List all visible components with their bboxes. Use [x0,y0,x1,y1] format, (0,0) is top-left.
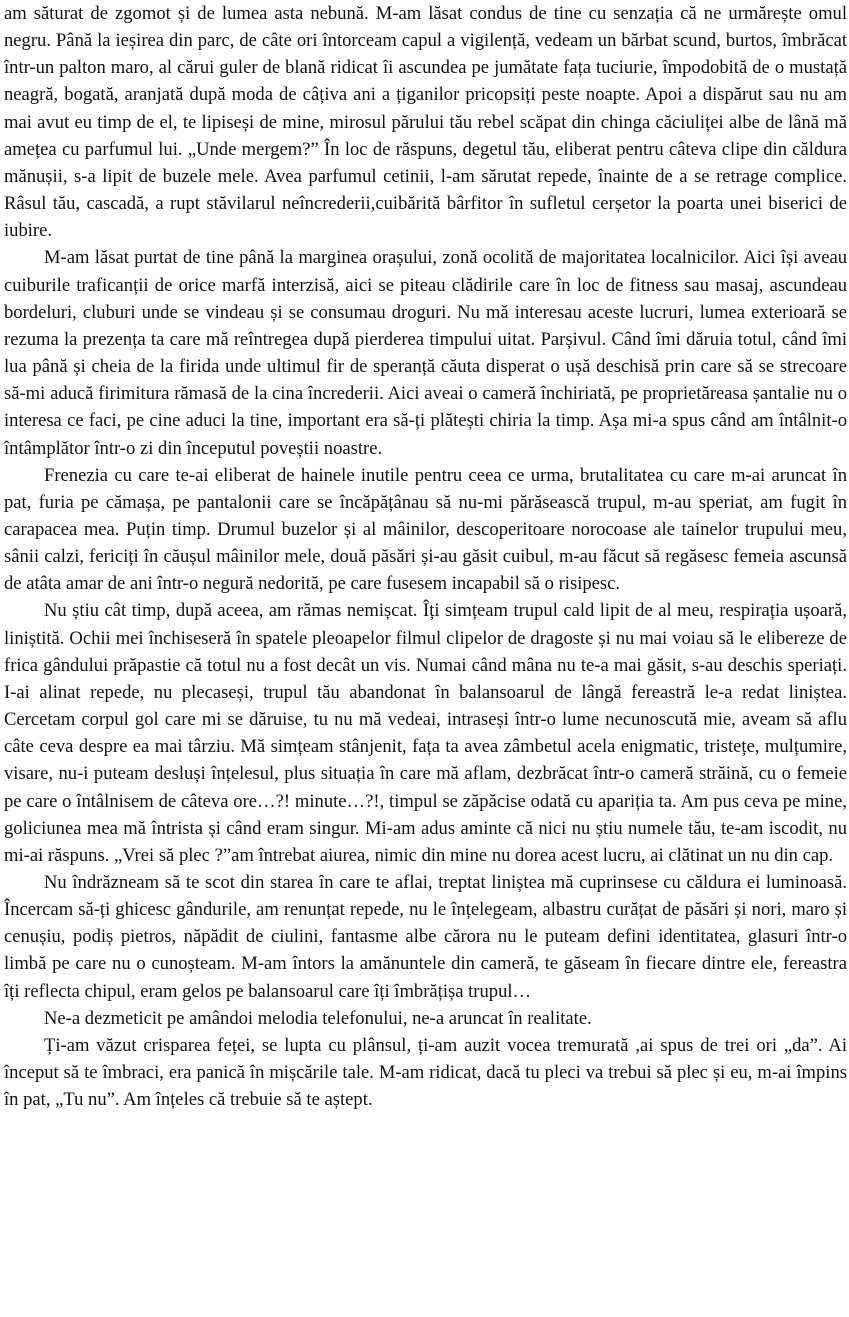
paragraph-2: M-am lăsat purtat de tine până la marginea orașului, zonă ocolită de majoritatea localnicilor. Aici își aveau cuiburile traficanții de orice marfă interzisă, aici se piteau clădirile care în loc de fitness sau masaj, ascundeau bordeluri, cluburi unde se vindeau și se consumau droguri. Nu mă interesau aceste lucruri, lumea exterioară se rezuma la prezența ta care mă reîntregea după pierderea timpului uitat. Parșivul. Când îmi dăruia totul, când îmi lua până și cheia de la firida unde ultimul fir de speranță căuta disperat o ușă deschisă prin care să se strecoare să-mi aducă firimitura rămasă de la cina încrederii. Aici aveai o cameră închiriată, pe proprietăreasa șantalie nu o interesa ce faci, pe cine aduci la tine, important era să-ți plătești chiria la timp. Așa mi-a spus când am întâlnit-o întâmplător într-o zi din începutul poveștii noastre. [4,247,847,459]
paragraph-3: Frenezia cu care te-ai eliberat de hainele inutile pentru ceea ce urma, brutalitatea cu care m-ai aruncat în pat, furia pe cămașa, pe pantalonii care se încăpățânau să nu-mi părăsească trupul, m-au speriat, am fugit în carapacea mea. Puțin timp. Drumul buzelor și al mâinilor, descoperitoare norocoase ale tainelor trupului meu, sânii calzi, fericiți în căușul mâinilor mele, două păsări și-au găsit cuibul, m-au făcut să regăsesc femeia ascunsă de atâta amar de ani într-o negură nedorită, pe care fusesem incapabil să o risipesc. [4,464,847,595]
paragraph-5: Nu îndrăzneam să te scot din starea în care te aflai, treptat liniștea mă cuprinsese cu căldura ei luminoasă. Încercam să-ți ghicesc gândurile, am renunțat repede, nu le înțelegeam, albastru curățat de păsări și nori, maro și cenușiu, podiș pietros, năpădit de ciulini, fantasme albe cărora nu le puteam defini identitatea, glasuri într-o limbă pe care nu o cunoșteam. M-am întors la amănuntele din cameră, te găseam în fiecare dintre ele, fereastra îți reflecta chipul, eram gelos pe balansoarul care îți îmbrățișa trupul… [4,872,847,1002]
paragraph-7: Ți-am văzut crisparea feței, se lupta cu plânsul, ți-am auzit vocea tremurată ,ai spus de trei ori „da”. Ai început să te îmbraci, era panică în mișcările tale. M-am ridicat, dacă tu pleci va trebui să plec și eu, m-ai împins în pat, „Tu nu”. Am înțeles că trebuie să te aștept. [4,1034,847,1111]
document-body [4,0,847,1113]
paragraph-1: am săturat de zgomot și de lumea asta nebună. M-am lăsat condus de tine cu senzația că ne urmărește omul negru. Până la ieșirea din parc, de câte ori întorceam capul a vigilență, vedeam un bărbat scund, burtos, îmbrăcat într-un palton maro, al cărui guler de blană ridicat îi ascundea pe jumătate fața tuciurie, împodobită de o mustață neagră, bogată, aranjată după moda de câțiva ani a țiganilor pricopsiți peste noapte. Apoi a dispărut sau nu am mai avut eu timp de el, te lipiseși de mine, mirosul părului tău rebel scăpat din chinga căciuliței albe de lână mă amețea cu parfumul lui. „Unde mergem?” În loc de răspuns, degetul tău, eliberat pentru câteva clipe din căldura mănușii, s-a lipit de buzele mele. Avea parfumul cetinii, l-am sărutat repede, înainte de a se retrage complice. Râsul tău, cascadă, a rupt stăvilarul neîncrederii,cuibărită bârfitor în sufletul cerșetor la poarta unei biserici de iubire. [4,3,847,242]
paragraph-4: Nu știu cât timp, după aceea, am rămas nemișcat. Îți simțeam trupul cald lipit de al meu, respirația ușoară, liniștită. Ochii mei închiseseră în spatele pleoapelor filmul clipelor de dragoste și nu mai voiau să le elibereze de frica gândului prăpastie că totul nu a fost decât un vis. Numai când mâna nu te-a mai găsit, s-au deschis speriați. I-ai alinat repede, nu plecaseși, trupul tău abandonat în balansoarul de lângă fereastră le-a redat liniștea. Cercetam corpul gol care mi se dăruise, tu nu mă vedeai, intraseși într-o lume necunoscută mie, aveam să aflu câte ceva despre ea mai târziu. Mă simțeam stânjenit, fața ta avea zâmbetul acela enigmatic, tristețe, mulțumire, visare, nu-i puteam desluși înțelesul, plus situația în care mă aflam, dezbrăcat într-o cameră străină, cu o femeie pe care o întâlnisem de câteva ore…?! minute…?!, timpul se zăpăcise odată cu apariția ta. Am pus ceva pe mine, goliciunea mea mă întrista și când eram singur. Mi-am adus aminte că nici nu știu numele tău, te-am iscodit, nu mi-ai răspuns. „Vrei să plec ?”am întrebat aiurea, nimic din mine nu dorea acest lucru, ai clătinat un nu din cap. [4,600,847,866]
paragraph-6: Ne-a dezmeticit pe amândoi melodia telefonului, ne-a aruncat în realitate. [44,1007,592,1029]
